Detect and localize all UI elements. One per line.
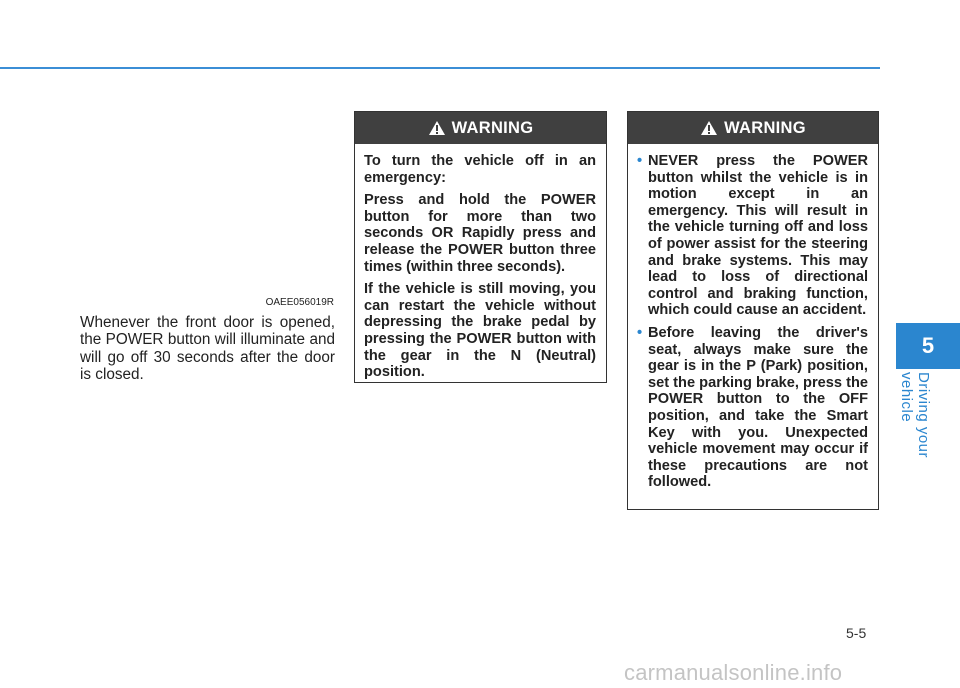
warning-triangle-icon bbox=[700, 120, 718, 136]
warning-header bbox=[355, 112, 606, 144]
warning-box-power-button bbox=[627, 111, 879, 510]
bullet-dot-icon: • bbox=[637, 153, 643, 169]
warning-paragraph: To turn the vehicle off in an emergency: bbox=[364, 153, 596, 186]
page-number: 5-5 bbox=[846, 625, 867, 641]
warning-title: WARNING bbox=[724, 118, 806, 137]
warning-header bbox=[628, 112, 878, 144]
chapter-number: 5 bbox=[921, 333, 935, 358]
chapter-title: Driving your vehicle bbox=[898, 372, 932, 459]
warning-bullet-text: Before leaving the driver's seat, always make sure the gear is in the P (Park) position, set the parking brake, press the POWER button to the OFF position, and take the Smart Key with you. Unexpected vehicle movement may occur if these precautions are not followed. bbox=[648, 324, 868, 491]
warning-content bbox=[628, 144, 878, 491]
warning-bullet-list bbox=[637, 153, 868, 491]
warning-box-emergency bbox=[354, 111, 607, 383]
warning-paragraph: Press and hold the POWER button for more than two seconds OR Rapidly press and release the POWER button three times (within three seconds). bbox=[364, 192, 596, 275]
warning-triangle-icon bbox=[428, 120, 446, 136]
figure-image-code: OAEE056019R bbox=[265, 297, 334, 308]
warning-bullet-item bbox=[637, 153, 868, 319]
body-paragraph: Whenever the front door is opened, the POWER button will illuminate and will go off 30 seconds after the door is closed. bbox=[80, 314, 335, 384]
chapter-tab[interactable] bbox=[896, 323, 960, 369]
warning-title: WARNING bbox=[451, 118, 534, 137]
bullet-dot-icon: • bbox=[637, 324, 643, 341]
warning-bullet-item bbox=[637, 325, 868, 491]
header-rule bbox=[0, 67, 880, 69]
warning-content bbox=[355, 144, 606, 381]
watermark-text[interactable]: carmanualsonline.info bbox=[624, 660, 843, 685]
warning-paragraph: If the vehicle is still moving, you can restart the vehicle without depressing the brake pedal by pressing the POWER button with the gear in the N (Neutral) position. bbox=[364, 281, 596, 381]
warning-bullet-text: NEVER press the POWER button whilst the vehicle is in motion except in an emergency. This will result in the vehicle turning off and loss of power assist for the steering and brake systems. This may lead to loss of directional control and braking function, which could cause an accident. bbox=[648, 153, 868, 319]
